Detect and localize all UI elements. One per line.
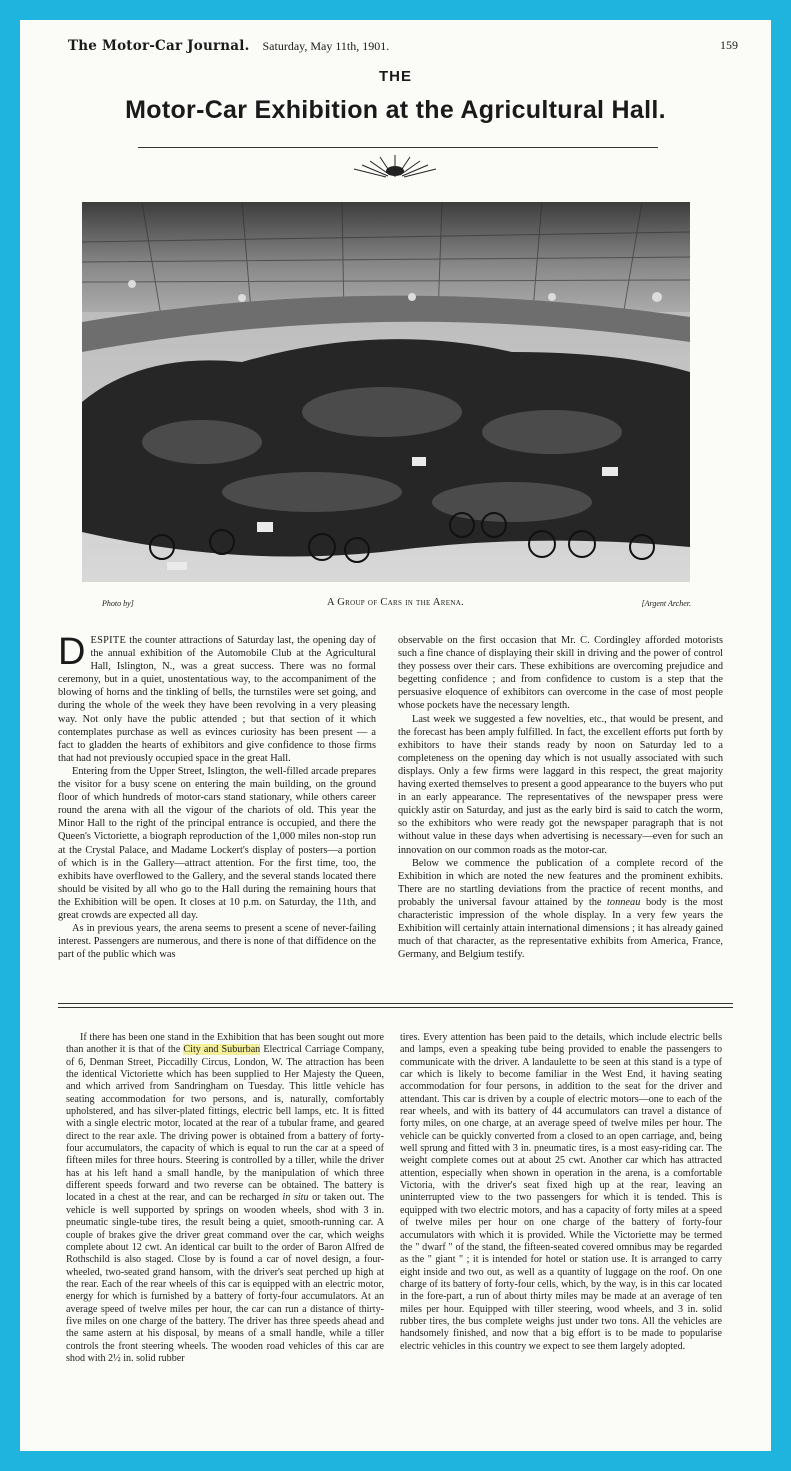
intro-paragraph-6-text-a: Below we commence the publication of a complete record of the Exhibition in which are noted the new features and the prominent exhibits. There are no startling deviations from the practice of recent months, and probably the universal favour attained by the bbox=[398, 857, 723, 908]
photo-credit-right: [Argent Archer. bbox=[641, 599, 691, 608]
intro-paragraph-4: observable on the first occasion that Mr. C. Cordingley afforded motorists such a fine chance of displaying their skill in driving and the power of control they possess over their cars. These exhibitions are overcoming prejudice and begetting confidence ; and from confidence to custom is a step that the persuasive eloquence of exhibitors can overcome in the case of most people whose pockets have the necessary length. bbox=[398, 635, 723, 712]
photo-caption: A Group of Cars in the Arena. bbox=[327, 597, 464, 608]
body-text-a: If there has been one stand in the Exhibition that has been sought out more than another it is that of the bbox=[66, 1032, 384, 1056]
photo-credit-left: Photo by] bbox=[102, 599, 134, 608]
intro-paragraph-6-text-b: body is the most characteristic impression of the whole display. In a very few years the Exhibition will certainly attain international dimensions ; it has already gained much of that character, as the representative exhibits from America, France, Germany, and Belgium testify. bbox=[398, 896, 724, 961]
intro-paragraph-2: Entering from the Upper Street, Islington, the well-filled arcade prepares the visitor for a busy scene on entering the main building, on the ground floor of which hundreds of motor-cars stand stationary, while others career round the arena with all the vigour of the chariots of old. This year the Minor Hall to the right of the principal entrance is occupied, and there the Queen's Victoriette, a biograph reproduction of the 1,000 miles non-stop run at the Crystal Palace, and Madame Lockert's display of posters—a portion of which is in the Gallery—attract attention. For the first time, too, the exhibits have overflowed to the Gallery, and the several stands located there should be visited by all who go to the Hall during the remaining hours that the Exhibition will be open. It closes at 10 p.m. on Saturday, the 11th, and great crowds are expected all day. bbox=[58, 765, 376, 921]
newspaper-page bbox=[20, 20, 771, 1451]
body-text-b: Electrical Carriage Company, of 6, Denman Street, Piccadilly Circus, London, W. The attraction has been the identical Victoriette which has been supplied to Her Majesty the Queen, and which arrived from Sandringham on Tuesday. This little vehicle has seating accommodation for two persons, and is, naturally, comfortably upholstered, and has silver-plated fittings, electric bell lamps, etc. It is fitted with a single electric motor, located at the rear of a tubular frame, and geared direct to the rear axle. The driving power is obtained from a battery of forty-four accumulators, the capacity of which is equal to run the car at a speed of fifteen miles for three hours. Steering is controlled by a tiller, while the driver has at his left hand a small handle, by the manipulation of which three different speeds forward and two reverse can be obtained. The battery is located in a chest at the rear, and can be recharged bbox=[66, 1044, 384, 1204]
title-rule bbox=[138, 147, 658, 148]
running-head bbox=[68, 38, 738, 58]
body-text-italic: in situ bbox=[282, 1192, 309, 1204]
intro-paragraph-1 bbox=[58, 631, 376, 765]
intro-paragraph-3: As in previous years, the arena seems to present a scene of never-failing interest. Passengers are numerous, and there is none of that diffidence on the part of the public which was bbox=[58, 923, 376, 961]
body-paragraph-2: tires. Every attention has been paid to the details, which include electric bells and lamps, even a speaking tube being provided to enable the passengers to communicate with the driver. A landaulette to be seen at this stand is a type of car which is likely to become familiar in the West End, it having seating accommodation for four persons, in addition to the seat for the driver and attendant. This car is driven by a couple of electric motors—one to each of the rear wheels, and with its battery of 44 accumulators can travel a distance of forty miles, on one charge, at an average speed of twelve miles per hour. The vehicle can be quickly converted from a closed to an open carriage, and, being well sprung and fitted with 3 in. pneumatic tires, is a most easy-riding car. The weight complete comes out at about 25 cwt. Another car which has attracted attention, especially when shown in operation in the arena, is a comfortable Victoria, with the driver's seat fixed high up at the rear, leaving an uninterrupted view to the two passengers for which it is tended. This is equipped with two electric motors, and has a capacity of forty miles at a speed of twelve miles per hour on one charge of the battery of forty-four accumulators with which it is provided. While the Victoriette may be termed the " dwarf " of the stand, the fifteen-seated covered omnibus may be regarded as the " giant " ; it is intended for hotel or station use. It is arranged to carry eight inside and two out, as well as a quantity of luggage on the roof. On one charge of its battery of forty-four cells, which, by the way, is in this car located in the fore-part, a run of about thirty miles may be made at an average of ten miles per hour. Equipped with tiller steering, wood wheels, and 3 in. solid rubber tires, the bus complete weighs just under two tons. All the vehicles are handsomely finished, and now that a big effort is to be made to popularise electric vehicles in this country we expect to see them largely adopted. bbox=[400, 1032, 722, 1352]
highlighted-company-name: City and Suburban bbox=[183, 1044, 261, 1056]
arena-photograph bbox=[82, 202, 690, 582]
intro-paragraph-6 bbox=[398, 857, 723, 962]
article-kicker: THE bbox=[379, 68, 412, 85]
issue-date: Saturday, May 11th, 1901. bbox=[262, 39, 390, 53]
section-rule-bottom bbox=[58, 1007, 733, 1008]
intro-column-right bbox=[398, 634, 723, 961]
intro-column-left bbox=[58, 631, 376, 961]
drop-cap: D bbox=[58, 631, 86, 673]
body-column-right bbox=[400, 1032, 722, 1353]
article-title: Motor-Car Exhibition at the Agricultural Hall. bbox=[125, 96, 666, 124]
intro-lead-word: ESPITE bbox=[90, 635, 127, 646]
photo-illustration bbox=[82, 202, 690, 582]
section-rule-top bbox=[58, 1003, 733, 1004]
intro-paragraph-1-text: the counter attractions of Saturday last, the opening day of the annual exhibition of the Automobile Club at the Agricultural Hall, Islington, N., was a great success. There was no formal ceremony, but in a quiet, unostentatious way, to the accompaniment of the blowing of horns and the tinkling of bells, the turnstiles were set going, and during the whole of the week they have been revolving in a very pleasing way. Not only have the public attended ; but that section of it which contemplates purchase as well as evinces curiosity has been present — a fact to gladden the hearts of exhibitors and give confidence to those firms that had not previously occupied space in the great Hall. bbox=[58, 635, 376, 764]
intro-paragraph-6-italic: tonneau bbox=[607, 896, 641, 908]
journal-name: The Motor-Car Journal. bbox=[68, 38, 250, 54]
page-number: 159 bbox=[720, 38, 738, 52]
body-paragraph-1 bbox=[66, 1032, 384, 1365]
sunburst-ornament-icon bbox=[340, 151, 450, 181]
body-column-left bbox=[66, 1032, 384, 1365]
intro-paragraph-5: Last week we suggested a few novelties, etc., that would be present, and the forecast has been amply fulfilled. In fact, the excellent efforts put forth by exhibitors to have their stands ready by noon on Saturday led to a completeness on the opening day which is not usually associated with such displays. Only a few firms were laggard in this respect, the great majority having exerted themselves to present a good appearance to the buyers who put in an early appearance. The representatives of the newspaper press were quickly astir on Saturday, and just as the early bird is said to catch the worm, so the exhibitors who were ready got the newspaper paragraph that is not without value in these days when advertising is necessary—even for such an innovation on our common roads as the motor-car. bbox=[398, 713, 723, 856]
body-text-c: or taken out. The vehicle is well supported by springs on wooden wheels, shod with 3 in. pneumatic single-tube tires, the result being a quiet, smooth-running car. A couple of brakes give the driver great command over the car, which weighs complete about 12 cwt. An identical car built to the order of Baron Alfred de Rothschild is also staged. Close by is found a car of novel design, a four-wheeled, two-seated grand hansom, with the driver's seat perched up high at the rear. Each of the rear wheels of this car is equipped with an electric motor, energy for which is furnished by a battery of forty-four accumulators. At an average speed of twelve miles per hour, the car can run a distance of thirty-five miles on one charge of the battery. The driver has three speeds ahead and the same astern at his disposal, by means of a small handle, while a tiller controls the front steering wheels. The wooden road vehicles of this car are shod with 2½ in. solid rubber bbox=[66, 1192, 384, 1364]
